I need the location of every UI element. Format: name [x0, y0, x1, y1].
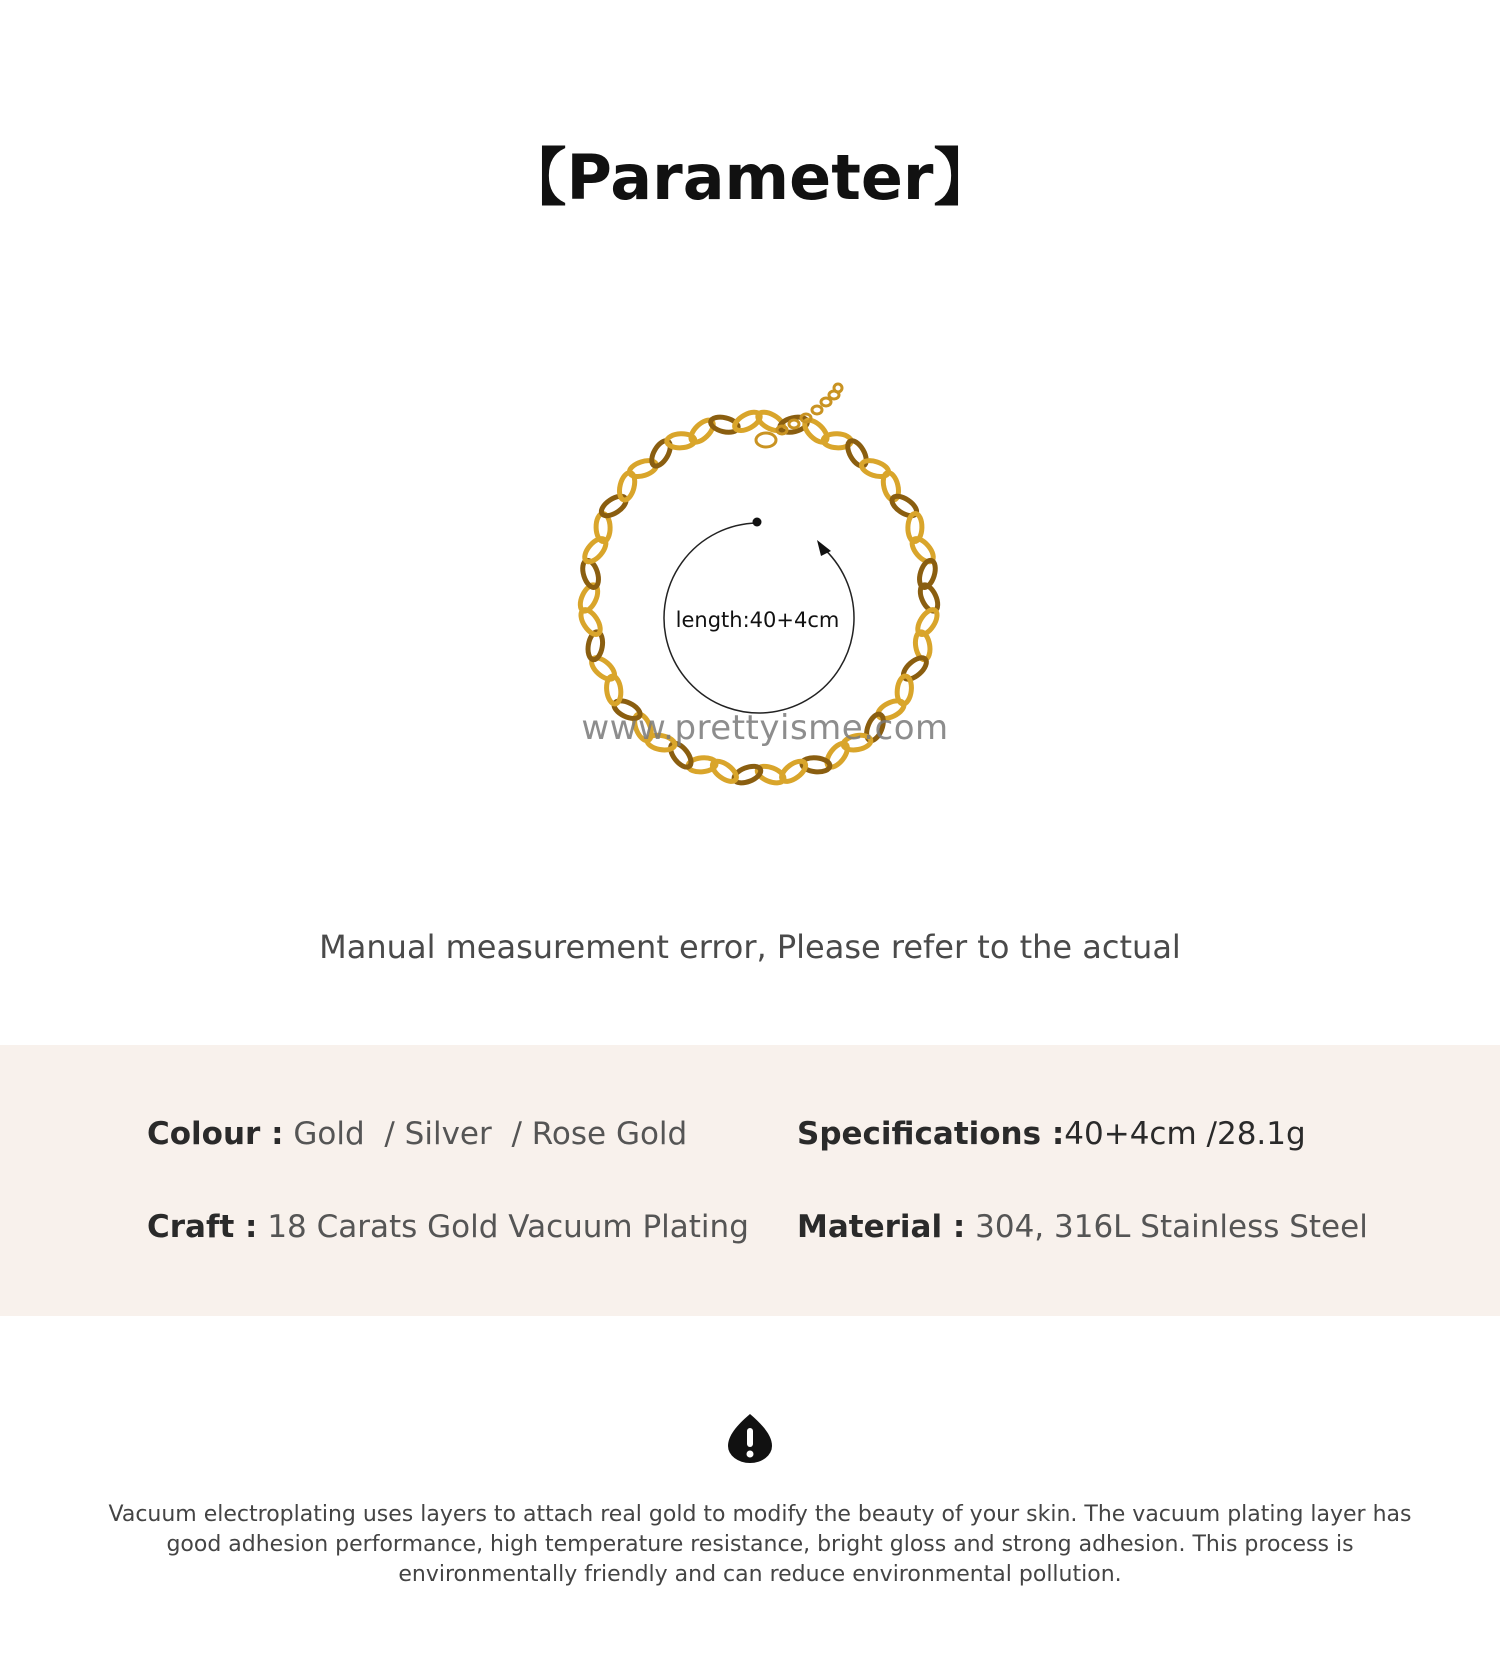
length-label: length:40+4cm	[675, 608, 840, 632]
spec-material-value: 304, 316L Stainless Steel	[975, 1209, 1368, 1245]
watermark: www.prettyisme.com	[581, 708, 949, 748]
product-image	[0, 380, 1500, 820]
spec-specifications-label: Specifications :	[797, 1116, 1065, 1152]
plating-description: Vacuum electroplating uses layers to attach real gold to modify the beauty of your skin. The vacuum plating layer has good adhesion performance, high temperature resistance, bright gloss and strong adhesion. This process is environmentally friendly and can reduce environmental pollution.	[108, 1502, 1412, 1587]
spec-colour-value: Gold / Silver / Rose Gold	[293, 1116, 688, 1152]
chain-link	[917, 558, 939, 589]
spec-material-label: Material :	[797, 1209, 966, 1245]
spec-specifications-value: 40+4cm /28.1g	[1064, 1116, 1306, 1152]
spec-craft	[147, 1209, 749, 1245]
measurement-start-dot	[753, 518, 762, 527]
spec-colour-label: Colour :	[147, 1116, 284, 1152]
spec-craft-value: 18 Carats Gold Vacuum Plating	[267, 1209, 749, 1245]
chain-link	[648, 438, 674, 469]
spec-band	[0, 1045, 1500, 1316]
spec-material	[797, 1209, 1368, 1245]
spec-colour	[147, 1116, 687, 1152]
chain-necklace-image	[0, 380, 1500, 820]
measurement-note: Manual measurement error, Please refer to the actual	[319, 928, 1181, 966]
chain-link	[598, 492, 629, 519]
spec-specifications	[797, 1116, 1306, 1152]
spec-craft-label: Craft :	[147, 1209, 258, 1245]
page-title: 【Parameter】	[504, 141, 996, 214]
chain-link	[844, 438, 870, 469]
exclamation-drop-icon	[726, 1412, 774, 1464]
